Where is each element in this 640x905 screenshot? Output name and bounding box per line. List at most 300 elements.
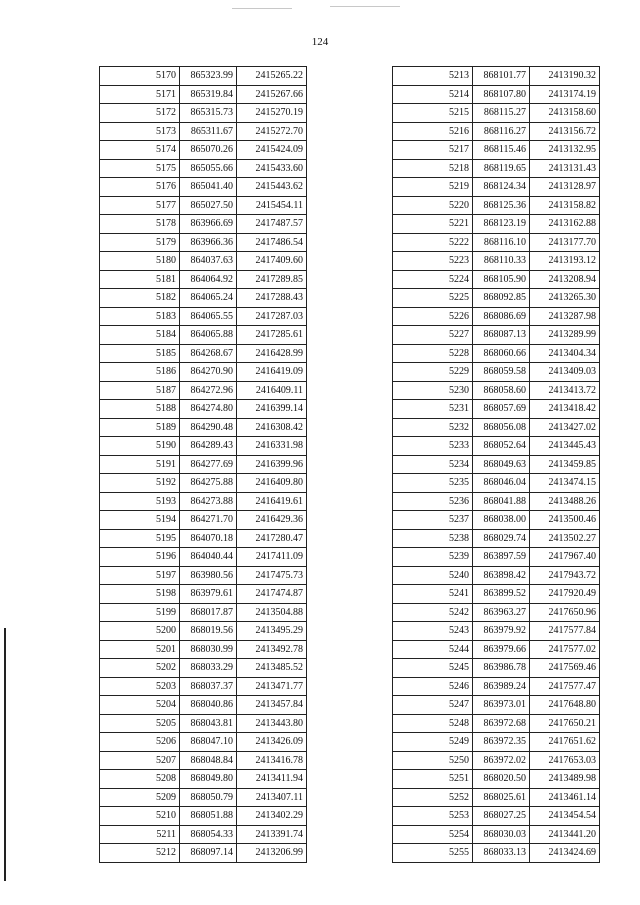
y-coordinate-cell: 2413407.11: [237, 788, 307, 807]
x-coordinate-cell: 868060.66: [473, 344, 530, 363]
point-number-cell: 5178: [100, 215, 180, 234]
y-coordinate-cell: 2413404.34: [530, 344, 600, 363]
table-row: [100, 418, 307, 437]
y-coordinate-cell: 2417577.47: [530, 677, 600, 696]
x-coordinate-cell: 863972.68: [473, 714, 530, 733]
point-number-cell: 5181: [100, 270, 180, 289]
table-row: [393, 381, 600, 400]
point-number-cell: 5230: [393, 381, 473, 400]
table-row: [393, 511, 600, 530]
y-coordinate-cell: 2415433.60: [237, 159, 307, 178]
table-row: [393, 289, 600, 308]
y-coordinate-cell: 2417577.84: [530, 622, 600, 641]
y-coordinate-cell: 2413190.32: [530, 67, 600, 86]
x-coordinate-cell: 868115.27: [473, 104, 530, 123]
y-coordinate-cell: 2416331.98: [237, 437, 307, 456]
x-coordinate-cell: 868019.56: [180, 622, 237, 641]
point-number-cell: 5229: [393, 363, 473, 382]
x-coordinate-cell: 868037.37: [180, 677, 237, 696]
page-number: 124: [311, 36, 329, 48]
point-number-cell: 5177: [100, 196, 180, 215]
y-coordinate-cell: 2413193.12: [530, 252, 600, 271]
point-number-cell: 5171: [100, 85, 180, 104]
table-row: [100, 307, 307, 326]
x-coordinate-cell: 868116.27: [473, 122, 530, 141]
x-coordinate-cell: 868092.85: [473, 289, 530, 308]
x-coordinate-cell: 864270.90: [180, 363, 237, 382]
y-coordinate-cell: 2416419.61: [237, 492, 307, 511]
x-coordinate-cell: 868048.84: [180, 751, 237, 770]
x-coordinate-cell: 868116.10: [473, 233, 530, 252]
x-coordinate-cell: 868043.81: [180, 714, 237, 733]
point-number-cell: 5223: [393, 252, 473, 271]
table-row: [100, 844, 307, 863]
point-number-cell: 5251: [393, 770, 473, 789]
y-coordinate-cell: 2415270.19: [237, 104, 307, 123]
table-row: [393, 344, 600, 363]
x-coordinate-cell: 868047.10: [180, 733, 237, 752]
y-coordinate-cell: 2413177.70: [530, 233, 600, 252]
x-coordinate-cell: 868056.08: [473, 418, 530, 437]
x-coordinate-cell: 868030.03: [473, 825, 530, 844]
point-number-cell: 5173: [100, 122, 180, 141]
table-row: [393, 529, 600, 548]
point-number-cell: 5240: [393, 566, 473, 585]
y-coordinate-cell: 2417920.49: [530, 585, 600, 604]
table-row: [393, 122, 600, 141]
y-coordinate-cell: 2413492.78: [237, 640, 307, 659]
point-number-cell: 5225: [393, 289, 473, 308]
y-coordinate-cell: 2413206.99: [237, 844, 307, 863]
point-number-cell: 5203: [100, 677, 180, 696]
point-number-cell: 5250: [393, 751, 473, 770]
x-coordinate-cell: 868025.61: [473, 788, 530, 807]
y-coordinate-cell: 2413443.80: [237, 714, 307, 733]
point-number-cell: 5192: [100, 474, 180, 493]
y-coordinate-cell: 2413454.54: [530, 807, 600, 826]
y-coordinate-cell: 2417285.61: [237, 326, 307, 345]
margin-bar: [4, 628, 6, 881]
point-number-cell: 5252: [393, 788, 473, 807]
table-row: [393, 751, 600, 770]
point-number-cell: 5235: [393, 474, 473, 493]
x-coordinate-cell: 868033.13: [473, 844, 530, 863]
x-coordinate-cell: 864272.96: [180, 381, 237, 400]
y-coordinate-cell: 2415424.09: [237, 141, 307, 160]
table-row: [100, 603, 307, 622]
scan-speck: [330, 6, 400, 7]
point-number-cell: 5226: [393, 307, 473, 326]
x-coordinate-cell: 868057.69: [473, 400, 530, 419]
y-coordinate-cell: 2416429.36: [237, 511, 307, 530]
y-coordinate-cell: 2415454.11: [237, 196, 307, 215]
y-coordinate-cell: 2413158.60: [530, 104, 600, 123]
y-coordinate-cell: 2413132.95: [530, 141, 600, 160]
y-coordinate-cell: 2417487.57: [237, 215, 307, 234]
point-number-cell: 5184: [100, 326, 180, 345]
point-number-cell: 5253: [393, 807, 473, 826]
x-coordinate-cell: 868115.46: [473, 141, 530, 160]
table-row: [393, 67, 600, 86]
x-coordinate-cell: 863899.52: [473, 585, 530, 604]
point-number-cell: 5213: [393, 67, 473, 86]
point-number-cell: 5254: [393, 825, 473, 844]
point-number-cell: 5218: [393, 159, 473, 178]
point-number-cell: 5205: [100, 714, 180, 733]
x-coordinate-cell: 863989.24: [473, 677, 530, 696]
x-coordinate-cell: 864271.70: [180, 511, 237, 530]
point-number-cell: 5214: [393, 85, 473, 104]
table-row: [100, 67, 307, 86]
y-coordinate-cell: 2413495.29: [237, 622, 307, 641]
y-coordinate-cell: 2413457.84: [237, 696, 307, 715]
table-row: [100, 788, 307, 807]
y-coordinate-cell: 2417650.21: [530, 714, 600, 733]
x-coordinate-cell: 863966.69: [180, 215, 237, 234]
x-coordinate-cell: 864289.43: [180, 437, 237, 456]
point-number-cell: 5196: [100, 548, 180, 567]
point-number-cell: 5242: [393, 603, 473, 622]
x-coordinate-cell: 868097.14: [180, 844, 237, 863]
table-row: [393, 696, 600, 715]
x-coordinate-cell: 868027.25: [473, 807, 530, 826]
y-coordinate-cell: 2413485.52: [237, 659, 307, 678]
x-coordinate-cell: 864064.92: [180, 270, 237, 289]
point-number-cell: 5186: [100, 363, 180, 382]
y-coordinate-cell: 2413128.97: [530, 178, 600, 197]
y-coordinate-cell: 2413391.74: [237, 825, 307, 844]
x-coordinate-cell: 863973.01: [473, 696, 530, 715]
table-row: [100, 270, 307, 289]
table-row: [393, 307, 600, 326]
x-coordinate-cell: 863972.35: [473, 733, 530, 752]
point-number-cell: 5195: [100, 529, 180, 548]
x-coordinate-cell: 868105.90: [473, 270, 530, 289]
point-number-cell: 5234: [393, 455, 473, 474]
point-number-cell: 5193: [100, 492, 180, 511]
x-coordinate-cell: 864290.48: [180, 418, 237, 437]
table-row: [393, 196, 600, 215]
table-row: [100, 511, 307, 530]
y-coordinate-cell: 2417288.43: [237, 289, 307, 308]
table-row: [393, 770, 600, 789]
point-number-cell: 5206: [100, 733, 180, 752]
table-row: [100, 492, 307, 511]
point-number-cell: 5219: [393, 178, 473, 197]
point-number-cell: 5207: [100, 751, 180, 770]
point-number-cell: 5217: [393, 141, 473, 160]
x-coordinate-cell: 868029.74: [473, 529, 530, 548]
table-row: [100, 825, 307, 844]
table-row: [100, 733, 307, 752]
y-coordinate-cell: 2417475.73: [237, 566, 307, 585]
y-coordinate-cell: 2413427.02: [530, 418, 600, 437]
y-coordinate-cell: 2413424.69: [530, 844, 600, 863]
y-coordinate-cell: 2413426.09: [237, 733, 307, 752]
y-coordinate-cell: 2416409.11: [237, 381, 307, 400]
x-coordinate-cell: 864268.67: [180, 344, 237, 363]
table-row: [393, 85, 600, 104]
point-number-cell: 5248: [393, 714, 473, 733]
x-coordinate-cell: 864065.24: [180, 289, 237, 308]
table-row: [100, 622, 307, 641]
coordinate-table-left-body: [100, 67, 307, 863]
table-row: [100, 714, 307, 733]
x-coordinate-cell: 863898.42: [473, 566, 530, 585]
table-row: [393, 233, 600, 252]
x-coordinate-cell: 868050.79: [180, 788, 237, 807]
table-row: [100, 104, 307, 123]
point-number-cell: 5224: [393, 270, 473, 289]
y-coordinate-cell: 2413504.88: [237, 603, 307, 622]
table-row: [393, 252, 600, 271]
point-number-cell: 5190: [100, 437, 180, 456]
y-coordinate-cell: 2417967.40: [530, 548, 600, 567]
table-row: [100, 696, 307, 715]
y-coordinate-cell: 2413411.94: [237, 770, 307, 789]
table-row: [100, 178, 307, 197]
table-row: [393, 474, 600, 493]
table-row: [100, 252, 307, 271]
x-coordinate-cell: 868087.13: [473, 326, 530, 345]
x-coordinate-cell: 868030.99: [180, 640, 237, 659]
point-number-cell: 5208: [100, 770, 180, 789]
x-coordinate-cell: 863966.36: [180, 233, 237, 252]
point-number-cell: 5187: [100, 381, 180, 400]
x-coordinate-cell: 868110.33: [473, 252, 530, 271]
point-number-cell: 5204: [100, 696, 180, 715]
x-coordinate-cell: 863980.56: [180, 566, 237, 585]
point-number-cell: 5227: [393, 326, 473, 345]
y-coordinate-cell: 2413131.43: [530, 159, 600, 178]
y-coordinate-cell: 2413459.85: [530, 455, 600, 474]
table-row: [100, 455, 307, 474]
x-coordinate-cell: 864273.88: [180, 492, 237, 511]
x-coordinate-cell: 863979.66: [473, 640, 530, 659]
scan-speck: [232, 8, 292, 9]
y-coordinate-cell: 2413287.98: [530, 307, 600, 326]
y-coordinate-cell: 2413488.26: [530, 492, 600, 511]
y-coordinate-cell: 2417648.80: [530, 696, 600, 715]
table-row: [100, 566, 307, 585]
point-number-cell: 5215: [393, 104, 473, 123]
x-coordinate-cell: 868058.60: [473, 381, 530, 400]
table-row: [393, 640, 600, 659]
table-row: [393, 178, 600, 197]
table-row: [100, 474, 307, 493]
point-number-cell: 5211: [100, 825, 180, 844]
x-coordinate-cell: 868051.88: [180, 807, 237, 826]
table-row: [393, 437, 600, 456]
table-row: [100, 122, 307, 141]
x-coordinate-cell: 868049.63: [473, 455, 530, 474]
x-coordinate-cell: 868086.69: [473, 307, 530, 326]
x-coordinate-cell: 868123.19: [473, 215, 530, 234]
table-row: [393, 585, 600, 604]
x-coordinate-cell: 868038.00: [473, 511, 530, 530]
x-coordinate-cell: 868054.33: [180, 825, 237, 844]
y-coordinate-cell: 2413156.72: [530, 122, 600, 141]
point-number-cell: 5179: [100, 233, 180, 252]
y-coordinate-cell: 2413441.20: [530, 825, 600, 844]
table-row: [100, 159, 307, 178]
coordinate-table-left: [99, 66, 307, 863]
point-number-cell: 5220: [393, 196, 473, 215]
table-row: [393, 603, 600, 622]
coordinate-table-right: [392, 66, 600, 863]
x-coordinate-cell: 868017.87: [180, 603, 237, 622]
y-coordinate-cell: 2415443.62: [237, 178, 307, 197]
y-coordinate-cell: 2417569.46: [530, 659, 600, 678]
x-coordinate-cell: 868020.50: [473, 770, 530, 789]
point-number-cell: 5231: [393, 400, 473, 419]
table-row: [393, 844, 600, 863]
table-row: [100, 640, 307, 659]
x-coordinate-cell: 868049.80: [180, 770, 237, 789]
table-row: [393, 400, 600, 419]
x-coordinate-cell: 868107.80: [473, 85, 530, 104]
table-row: [393, 622, 600, 641]
point-number-cell: 5188: [100, 400, 180, 419]
table-row: [393, 159, 600, 178]
x-coordinate-cell: 865319.84: [180, 85, 237, 104]
point-number-cell: 5210: [100, 807, 180, 826]
point-number-cell: 5246: [393, 677, 473, 696]
point-number-cell: 5228: [393, 344, 473, 363]
point-number-cell: 5191: [100, 455, 180, 474]
point-number-cell: 5216: [393, 122, 473, 141]
x-coordinate-cell: 868124.34: [473, 178, 530, 197]
point-number-cell: 5243: [393, 622, 473, 641]
table-row: [100, 659, 307, 678]
point-number-cell: 5239: [393, 548, 473, 567]
y-coordinate-cell: 2416399.14: [237, 400, 307, 419]
point-number-cell: 5180: [100, 252, 180, 271]
point-number-cell: 5236: [393, 492, 473, 511]
table-row: [100, 344, 307, 363]
y-coordinate-cell: 2417486.54: [237, 233, 307, 252]
table-row: [393, 455, 600, 474]
x-coordinate-cell: 868125.36: [473, 196, 530, 215]
x-coordinate-cell: 868052.64: [473, 437, 530, 456]
y-coordinate-cell: 2413471.77: [237, 677, 307, 696]
table-row: [393, 788, 600, 807]
y-coordinate-cell: 2417289.85: [237, 270, 307, 289]
y-coordinate-cell: 2417653.03: [530, 751, 600, 770]
x-coordinate-cell: 865323.99: [180, 67, 237, 86]
point-number-cell: 5199: [100, 603, 180, 622]
table-row: [100, 141, 307, 160]
table-row: [100, 770, 307, 789]
y-coordinate-cell: 2417280.47: [237, 529, 307, 548]
x-coordinate-cell: 865027.50: [180, 196, 237, 215]
point-number-cell: 5233: [393, 437, 473, 456]
point-number-cell: 5197: [100, 566, 180, 585]
point-number-cell: 5247: [393, 696, 473, 715]
y-coordinate-cell: 2416308.42: [237, 418, 307, 437]
y-coordinate-cell: 2417650.96: [530, 603, 600, 622]
y-coordinate-cell: 2413489.98: [530, 770, 600, 789]
y-coordinate-cell: 2413409.03: [530, 363, 600, 382]
y-coordinate-cell: 2417577.02: [530, 640, 600, 659]
y-coordinate-cell: 2417411.09: [237, 548, 307, 567]
x-coordinate-cell: 864065.55: [180, 307, 237, 326]
table-row: [100, 85, 307, 104]
table-row: [100, 326, 307, 345]
y-coordinate-cell: 2413461.14: [530, 788, 600, 807]
table-row: [100, 585, 307, 604]
point-number-cell: 5176: [100, 178, 180, 197]
table-row: [393, 548, 600, 567]
y-coordinate-cell: 2413500.46: [530, 511, 600, 530]
table-row: [100, 548, 307, 567]
table-row: [393, 141, 600, 160]
x-coordinate-cell: 868119.65: [473, 159, 530, 178]
point-number-cell: 5175: [100, 159, 180, 178]
point-number-cell: 5221: [393, 215, 473, 234]
table-row: [393, 492, 600, 511]
y-coordinate-cell: 2413174.19: [530, 85, 600, 104]
x-coordinate-cell: 863979.61: [180, 585, 237, 604]
x-coordinate-cell: 864277.69: [180, 455, 237, 474]
x-coordinate-cell: 864275.88: [180, 474, 237, 493]
point-number-cell: 5172: [100, 104, 180, 123]
point-number-cell: 5244: [393, 640, 473, 659]
table-row: [393, 215, 600, 234]
point-number-cell: 5183: [100, 307, 180, 326]
point-number-cell: 5198: [100, 585, 180, 604]
x-coordinate-cell: 864065.88: [180, 326, 237, 345]
table-row: [100, 751, 307, 770]
x-coordinate-cell: 864037.63: [180, 252, 237, 271]
y-coordinate-cell: 2416399.96: [237, 455, 307, 474]
y-coordinate-cell: 2416428.99: [237, 344, 307, 363]
point-number-cell: 5238: [393, 529, 473, 548]
table-row: [100, 363, 307, 382]
table-row: [100, 215, 307, 234]
y-coordinate-cell: 2415265.22: [237, 67, 307, 86]
y-coordinate-cell: 2413289.99: [530, 326, 600, 345]
x-coordinate-cell: 868059.58: [473, 363, 530, 382]
y-coordinate-cell: 2416409.80: [237, 474, 307, 493]
y-coordinate-cell: 2413158.82: [530, 196, 600, 215]
table-row: [100, 677, 307, 696]
x-coordinate-cell: 863979.92: [473, 622, 530, 641]
table-row: [100, 529, 307, 548]
y-coordinate-cell: 2413265.30: [530, 289, 600, 308]
table-row: [393, 714, 600, 733]
table-row: [100, 289, 307, 308]
point-number-cell: 5189: [100, 418, 180, 437]
table-row: [100, 400, 307, 419]
x-coordinate-cell: 865070.26: [180, 141, 237, 160]
point-number-cell: 5222: [393, 233, 473, 252]
point-number-cell: 5174: [100, 141, 180, 160]
point-number-cell: 5241: [393, 585, 473, 604]
point-number-cell: 5185: [100, 344, 180, 363]
y-coordinate-cell: 2413416.78: [237, 751, 307, 770]
point-number-cell: 5201: [100, 640, 180, 659]
y-coordinate-cell: 2413402.29: [237, 807, 307, 826]
y-coordinate-cell: 2415272.70: [237, 122, 307, 141]
y-coordinate-cell: 2417287.03: [237, 307, 307, 326]
x-coordinate-cell: 868046.04: [473, 474, 530, 493]
table-row: [393, 677, 600, 696]
table-row: [100, 381, 307, 400]
y-coordinate-cell: 2413208.94: [530, 270, 600, 289]
x-coordinate-cell: 863963.27: [473, 603, 530, 622]
x-coordinate-cell: 865055.66: [180, 159, 237, 178]
